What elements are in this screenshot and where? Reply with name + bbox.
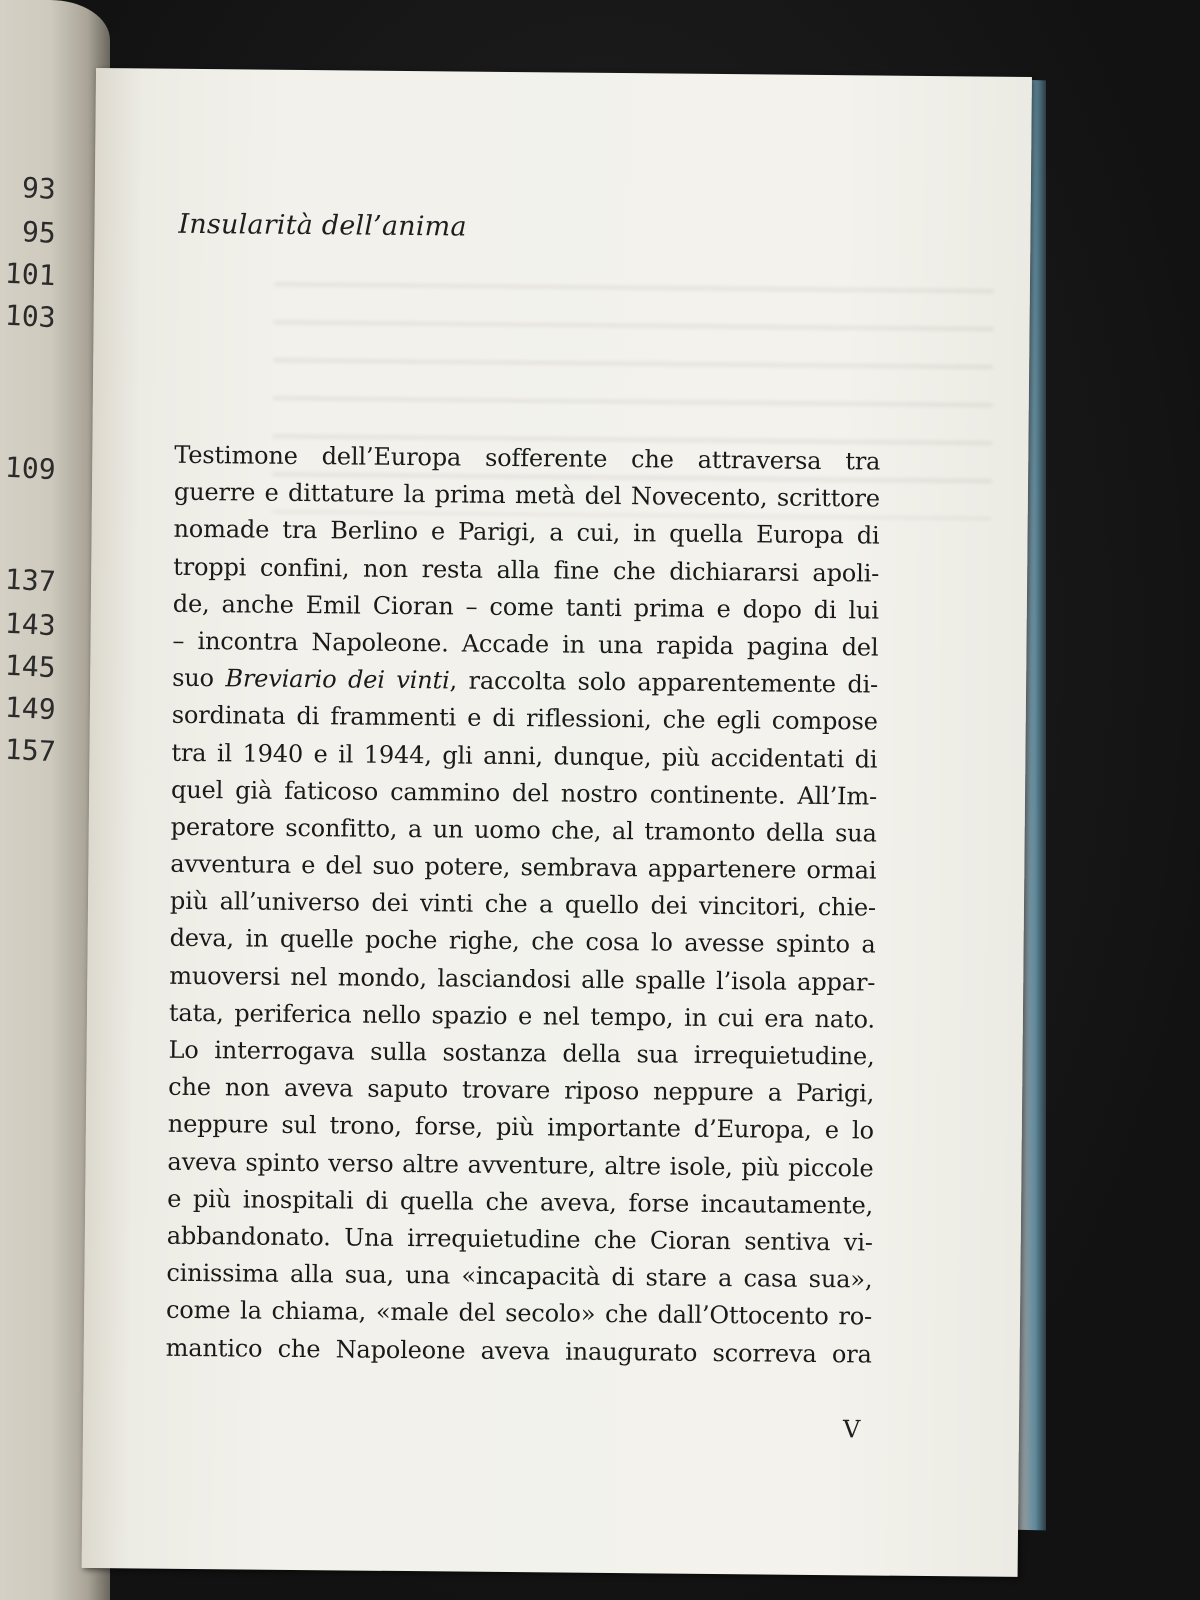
left-page-number-column <box>0 0 60 1600</box>
text-line: e più inospitali di quella che aveva, forse incautamente, <box>167 1184 874 1220</box>
show-through-text: ​ <box>272 235 995 532</box>
text-line: Testimone dell’Europa sofferente che attraversa tra <box>174 440 881 476</box>
text-line: de, anche Emil Cioran – come tanti prima e dopo di lui <box>172 589 879 625</box>
text-line: avventura e del suo potere, sembrava appartenere ormai <box>170 849 877 885</box>
left-page-number: 149 <box>4 690 57 727</box>
left-page-number: 145 <box>4 648 57 685</box>
text-line: abbandonato. Una irrequietudine che Cioran sentiva vi- <box>166 1221 873 1257</box>
text-line: che non aveva saputo trovare riposo neppure a Parigi, <box>168 1072 875 1108</box>
left-page-number: 101 <box>4 256 57 293</box>
left-page-number: 95 <box>21 215 57 250</box>
left-page-number: 109 <box>4 450 57 487</box>
text-line: sordinata di frammenti e di riflessioni, che egli compose <box>171 701 878 736</box>
text-line: tata, periferica nello spazio e nel tempo, in cui era nato. <box>168 998 876 1034</box>
text-line: mantico che Napoleone aveva inaugurato scorreva ora <box>165 1333 872 1369</box>
text-line: aveva spinto verso altre avventure, altre isole, più piccole <box>167 1147 874 1183</box>
right-page <box>82 68 1032 1577</box>
section-title: Insularità dell’anima <box>178 208 467 243</box>
left-page-number: 157 <box>4 732 57 769</box>
text-line: peratore sconfitto, a un uomo che, al tramonto della sua <box>170 812 877 848</box>
book-title-italic: Breviario dei vinti <box>225 664 450 695</box>
body-text <box>166 437 881 1373</box>
text-line: quel già faticoso cammino del nostro continente. All’Im- <box>170 775 878 811</box>
text-line: Lo interrogava sulla sostanza della sua irrequietudine, <box>168 1035 875 1071</box>
left-page-number: 137 <box>4 562 57 599</box>
text-line: deva, in quelle poche righe, che cosa lo avesse spinto a <box>169 924 876 959</box>
text-line: guerre e dittature la prima metà del Novecento, scrittore <box>173 477 881 513</box>
text-fragment: suo <box>172 663 226 693</box>
text-line: come la chiama, «male del secolo» che dall’Ottocento ro- <box>165 1296 873 1331</box>
text-line: nomade tra Berlino e Parigi, a cui, in quella Europa di <box>173 515 880 550</box>
left-page-number: 143 <box>4 606 57 643</box>
text-fragment: , raccolta solo apparentemente di- <box>449 666 879 699</box>
text-line: neppure sul trono, forse, più importante d’Europa, e lo <box>167 1110 874 1145</box>
text-line: – incontra Napoleone. Accade in una rapida pagina del <box>172 626 879 662</box>
text-line: tra il 1940 e il 1944, gli anni, dunque, più accidentati di <box>171 738 878 774</box>
text-line: cinissima alla sua, una «incapacità di stare a casa sua», <box>166 1258 873 1294</box>
text-line: più all’universo dei vinti che a quello dei vincitori, chie- <box>169 886 877 922</box>
left-page-number: 103 <box>4 298 57 335</box>
left-page-number: 93 <box>21 171 57 206</box>
page-number: V <box>842 1415 861 1444</box>
text-line: troppi confini, non resta alla fine che dichiararsi apoli- <box>173 552 880 588</box>
text-line: muoversi nel mondo, lasciandosi alle spalle l’isola appar- <box>169 961 876 997</box>
